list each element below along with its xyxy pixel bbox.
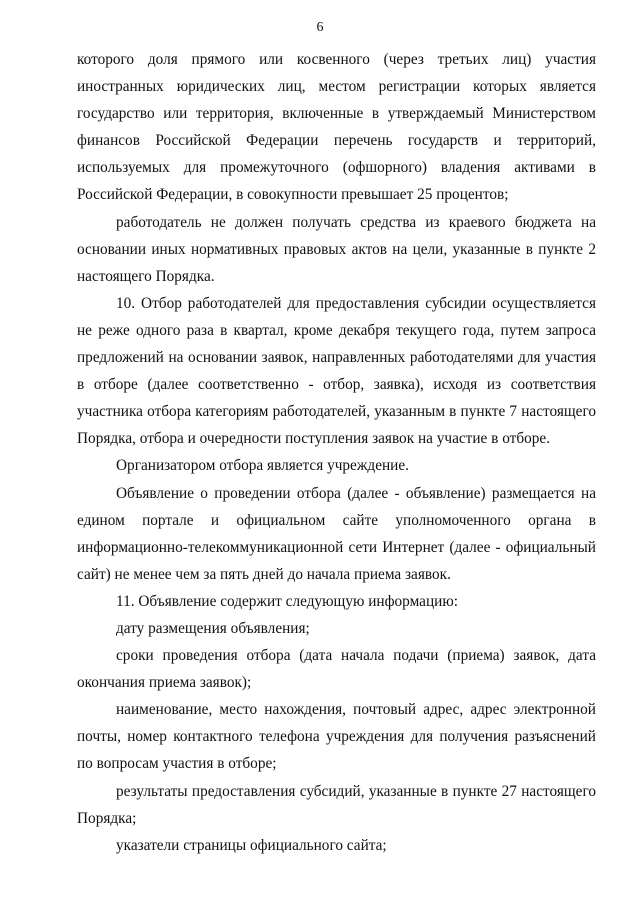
list-item-results: результаты предоставления субсидий, указанные в пункте 27 настоящего Порядка; bbox=[77, 782, 596, 827]
page-number: 6 bbox=[316, 20, 324, 35]
list-item-terms: сроки проведения отбора (дата начала подачи (приема) заявок, дата окончания приема заявок); bbox=[77, 647, 596, 692]
paragraph-organizer: Организатором отбора является учреждение. bbox=[116, 457, 409, 475]
list-item-date: дату размещения объявления; bbox=[116, 619, 310, 637]
paragraph-budget-condition: работодатель не должен получать средства из краевого бюджета на основании иных нормативных правовых актов на цели, указанные в пункте 2 настоящего Порядка. bbox=[77, 213, 596, 285]
body-text bbox=[77, 46, 596, 859]
paragraph-item-11: 11. Объявление содержит следующую информацию: bbox=[116, 592, 458, 610]
paragraph-continuation: которого доля прямого или косвенного (через третьих лиц) участия иностранных юридических лиц, местом регистрации которых является государство или территория, включенные в утверждаемый Министерством финансов Российской Федерации перечень государств и территорий, используемых для промежуточного (офшорного) владения активами в Российской Федерации, в совокупности превышает 25 процентов; bbox=[77, 51, 596, 204]
paragraph-announcement: Объявление о проведении отбора (далее - объявление) размещается на едином портале и официальном сайте уполномоченного органа в информационно-телекоммуникационной сети Интернет (далее - официальный сайт) не менее чем за пять дней до начала приема заявок. bbox=[77, 484, 596, 583]
list-item-contacts: наименование, место нахождения, почтовый адрес, адрес электронной почты, номер контактного телефона учреждения для получения разъяснений по вопросам участия в отборе; bbox=[77, 701, 596, 773]
paragraph-item-10: 10. Отбор работодателей для предоставления субсидии осуществляется не реже одного раза в квартал, кроме декабря текущего года, путем запроса предложений на основании заявок, направленных работодателями для участия в отборе (далее соответственно - отбор, заявка), исходя из соответствия участника отбора категориям работодателей, указанным в пункте 7 настоящего Порядка, отбора и очередности поступления заявок на участие в отборе. bbox=[77, 294, 596, 448]
list-item-site-pointers: указатели страницы официального сайта; bbox=[116, 836, 387, 854]
